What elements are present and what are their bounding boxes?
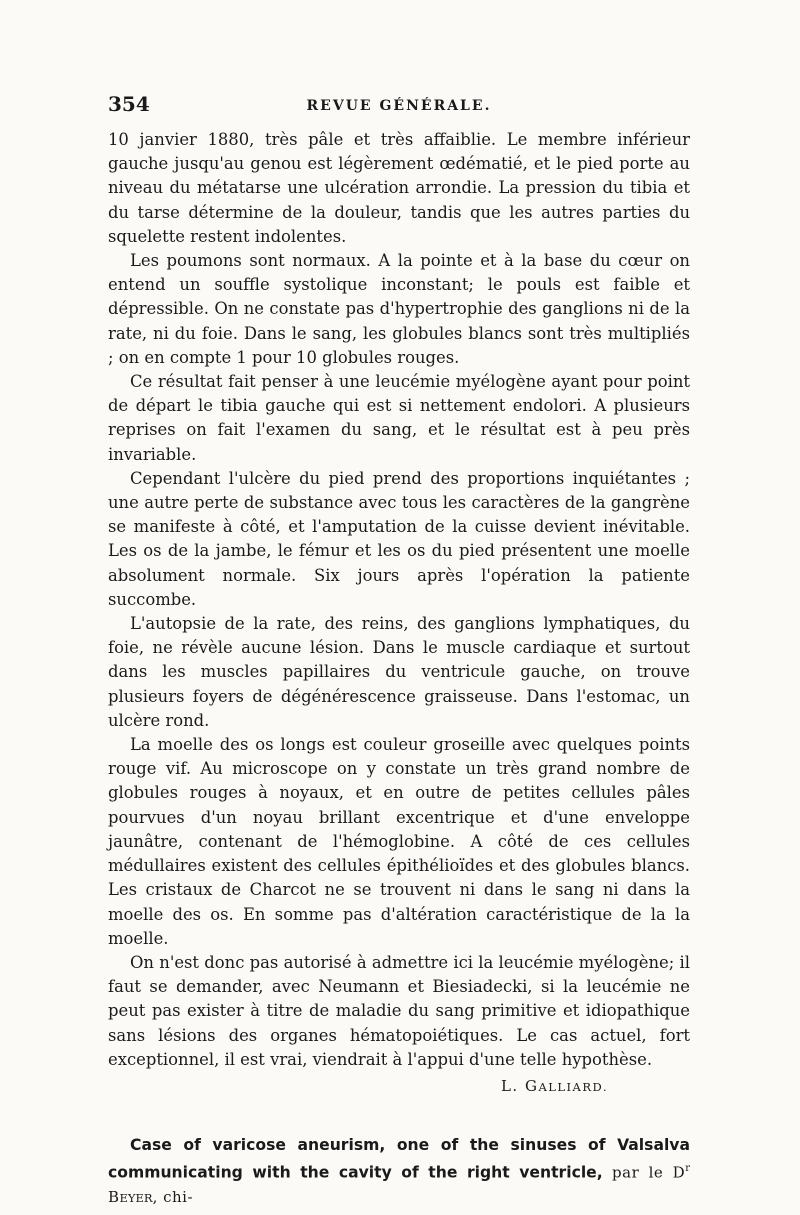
paragraph-1: 10 janvier 1880, très pâle et très affaiblie. Le membre inférieur gauche jusqu'au genou est légèrement œdématié, et le pied porte au niveau du métatarse une ulcération arrondie. La pression du tibia et du tarse détermine de la douleur, tandis que les autres parties du squelette restent indolentes. <box>108 130 690 246</box>
next-article-dr-sup: r <box>685 1163 690 1175</box>
paragraph-4: Cependant l'ulcère du pied prend des proportions inquiétantes ; une autre perte de substance avec tous les caractères de la gangrène se manifeste à côté, et l'amputation de la cuisse devient inévitable. Les os de la jambe, le fémur et les os du pied présentent une moelle absolument normale. Six jours après l'opération la patiente succombe. <box>108 468 690 609</box>
paragraph-7: On n'est donc pas autorisé à admettre ici la leucémie myélogène; il faut se demander, avec Neumann et Biesiadecki, si la leucémie ne peut pas exister à titre de maladie du sang primitive et idiopathique sans lésions des organes hématopoiétiques. Le cas actuel, fort exceptionnel, il est vrai, viendrait à l'appui d'une telle hypothèse. <box>108 952 690 1069</box>
next-article-title: Case of varicose aneurism, one of the sinuses of Valsalva communicating with the cavity of the right ventricle, <box>108 1135 690 1182</box>
signature-initial: L. G <box>500 1076 539 1095</box>
paragraph-3: Ce résultat fait penser à une leucémie myélogène ayant pour point de départ le tibia gauche qui est si nettement endolori. A plusieurs reprises on fait l'examen du sang, et le résultat est à peu près invariable. <box>108 372 690 464</box>
running-head: REVUE GÉNÉRALE. <box>306 98 492 114</box>
next-article-author-rest: EYER <box>119 1190 153 1205</box>
page-header <box>108 92 690 122</box>
next-article-trailing: , chi- <box>152 1187 194 1206</box>
paragraph-5: L'autopsie de la rate, des reins, des ganglions lymphatiques, du foie, ne révèle aucune lésion. Dans le muscle cardiaque et surtout dans les muscles papillaires du ventricule gauche, on trouve plusieurs foyers de dégénérescence graisseuse. Dans l'estomac, un ulcère rond. <box>108 614 690 730</box>
next-article-author-initial: B <box>108 1187 120 1206</box>
paragraph-2: Les poumons sont normaux. A la pointe et à la base du cœur on entend un souffle systolique inconstant; le pouls est faible et dépressible. On ne constate pas d'hypertrophie des ganglions ni de la rate, ni du foie. Dans le sang, les globules blancs sont très multipliés ; on en compte 1 pour 10 globules rouges. <box>108 251 690 367</box>
page-number: 354 <box>108 92 150 116</box>
next-article-by: par le D <box>602 1163 686 1182</box>
article-body <box>108 128 690 1210</box>
paragraph-6: La moelle des os longs est couleur groseille avec quelques points rouge vif. Au microscope on y constate un très grand nombre de globules rouges à noyaux, et en outre de petites cellules pâles pourvues d'un noyau brillant excentrique et d'une enveloppe jaunâtre, contenant de l'hémoglobine. A côté de ces cellules médullaires existent des cellules épithélioïdes et des globules blancs. Les cristaux de Charcot ne se trouvent ni dans le sang ni dans la moelle des os. En somme pas d'altération caractéristique de la la moelle. <box>108 735 690 948</box>
author-signature <box>108 1074 690 1099</box>
signature-name-rest: ALLIARD. <box>538 1079 608 1094</box>
next-article-heading <box>108 1133 690 1210</box>
